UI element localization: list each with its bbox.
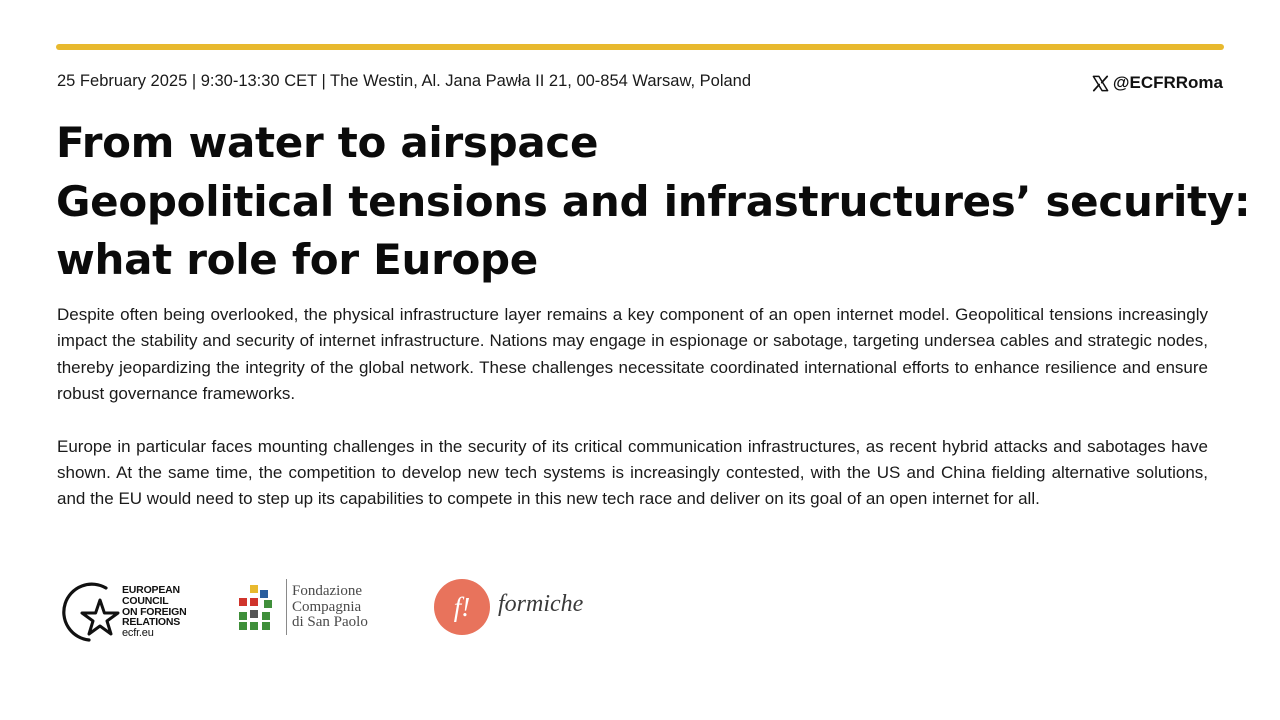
ecfr-line-2: COUNCIL <box>122 594 169 607</box>
ecfr-line-4: RELATIONS <box>122 616 181 629</box>
fondazione-compagnia-logo <box>238 579 388 639</box>
mosaic-icon <box>238 585 274 631</box>
event-details: 25 February 2025 | 9:30-13:30 CET | The Westin, Al. Jana Pawła II 21, 00-854 Warsaw, Poland <box>57 72 752 90</box>
ecfr-star-icon <box>58 578 120 644</box>
ecfr-logo <box>58 577 198 645</box>
fcsp-line-1: Fondazione <box>292 583 362 599</box>
formiche-logo <box>432 579 612 639</box>
description-paragraph-2: Europe in particular faces mounting challenges in the security of its critical communication infrastructures, as recent hybrid attacks and sabotages have shown. At the same time, the competition to develop new tech systems is increasingly contested, with the US and China fielding alternative solutions, and the EU would need to step up its capabilities to compete in this new tech race and deliver on its goal of an open internet for all. <box>57 436 1208 509</box>
title-line-1: From water to airspace <box>56 118 599 167</box>
ecfr-line-3: ON FOREIGN <box>122 605 187 618</box>
description <box>57 302 1208 513</box>
top-accent-rule <box>56 44 1224 50</box>
title-line-3: what role for Europe <box>56 235 538 284</box>
description-paragraph-1: Despite often being overlooked, the physical infrastructure layer remains a key component of an open internet model. Geopolitical tensions increasingly impact the stability and security of internet infrastructure. Nations may engage in espionage or sabotage, targeting undersea cables and strategic nodes, thereby jeopardizing the integrity of the global network. These challenges necessitate coordinated international efforts to enhance resilience and ensure robust governance frameworks. <box>57 305 1208 404</box>
x-logo-icon <box>1091 74 1110 93</box>
fcsp-line-3: di San Paolo <box>292 614 368 630</box>
ecfr-domain: ecfr.eu <box>122 627 154 640</box>
fcsp-wordmark <box>292 584 368 631</box>
ecfr-line-1: EUROPEAN <box>122 584 180 596</box>
ecfr-wordmark <box>122 585 187 639</box>
formiche-wordmark: formiche <box>498 591 584 617</box>
title-line-2: Geopolitical tensions and infrastructures’ security: <box>56 176 1251 226</box>
fcsp-line-2: Compagnia <box>292 598 362 615</box>
social-handle-text: @ECFRRoma <box>1112 73 1223 92</box>
logo-divider <box>286 579 287 635</box>
page-title <box>56 114 1251 290</box>
formiche-mark-icon: f! <box>434 579 490 635</box>
social-handle-link[interactable] <box>1091 73 1223 93</box>
